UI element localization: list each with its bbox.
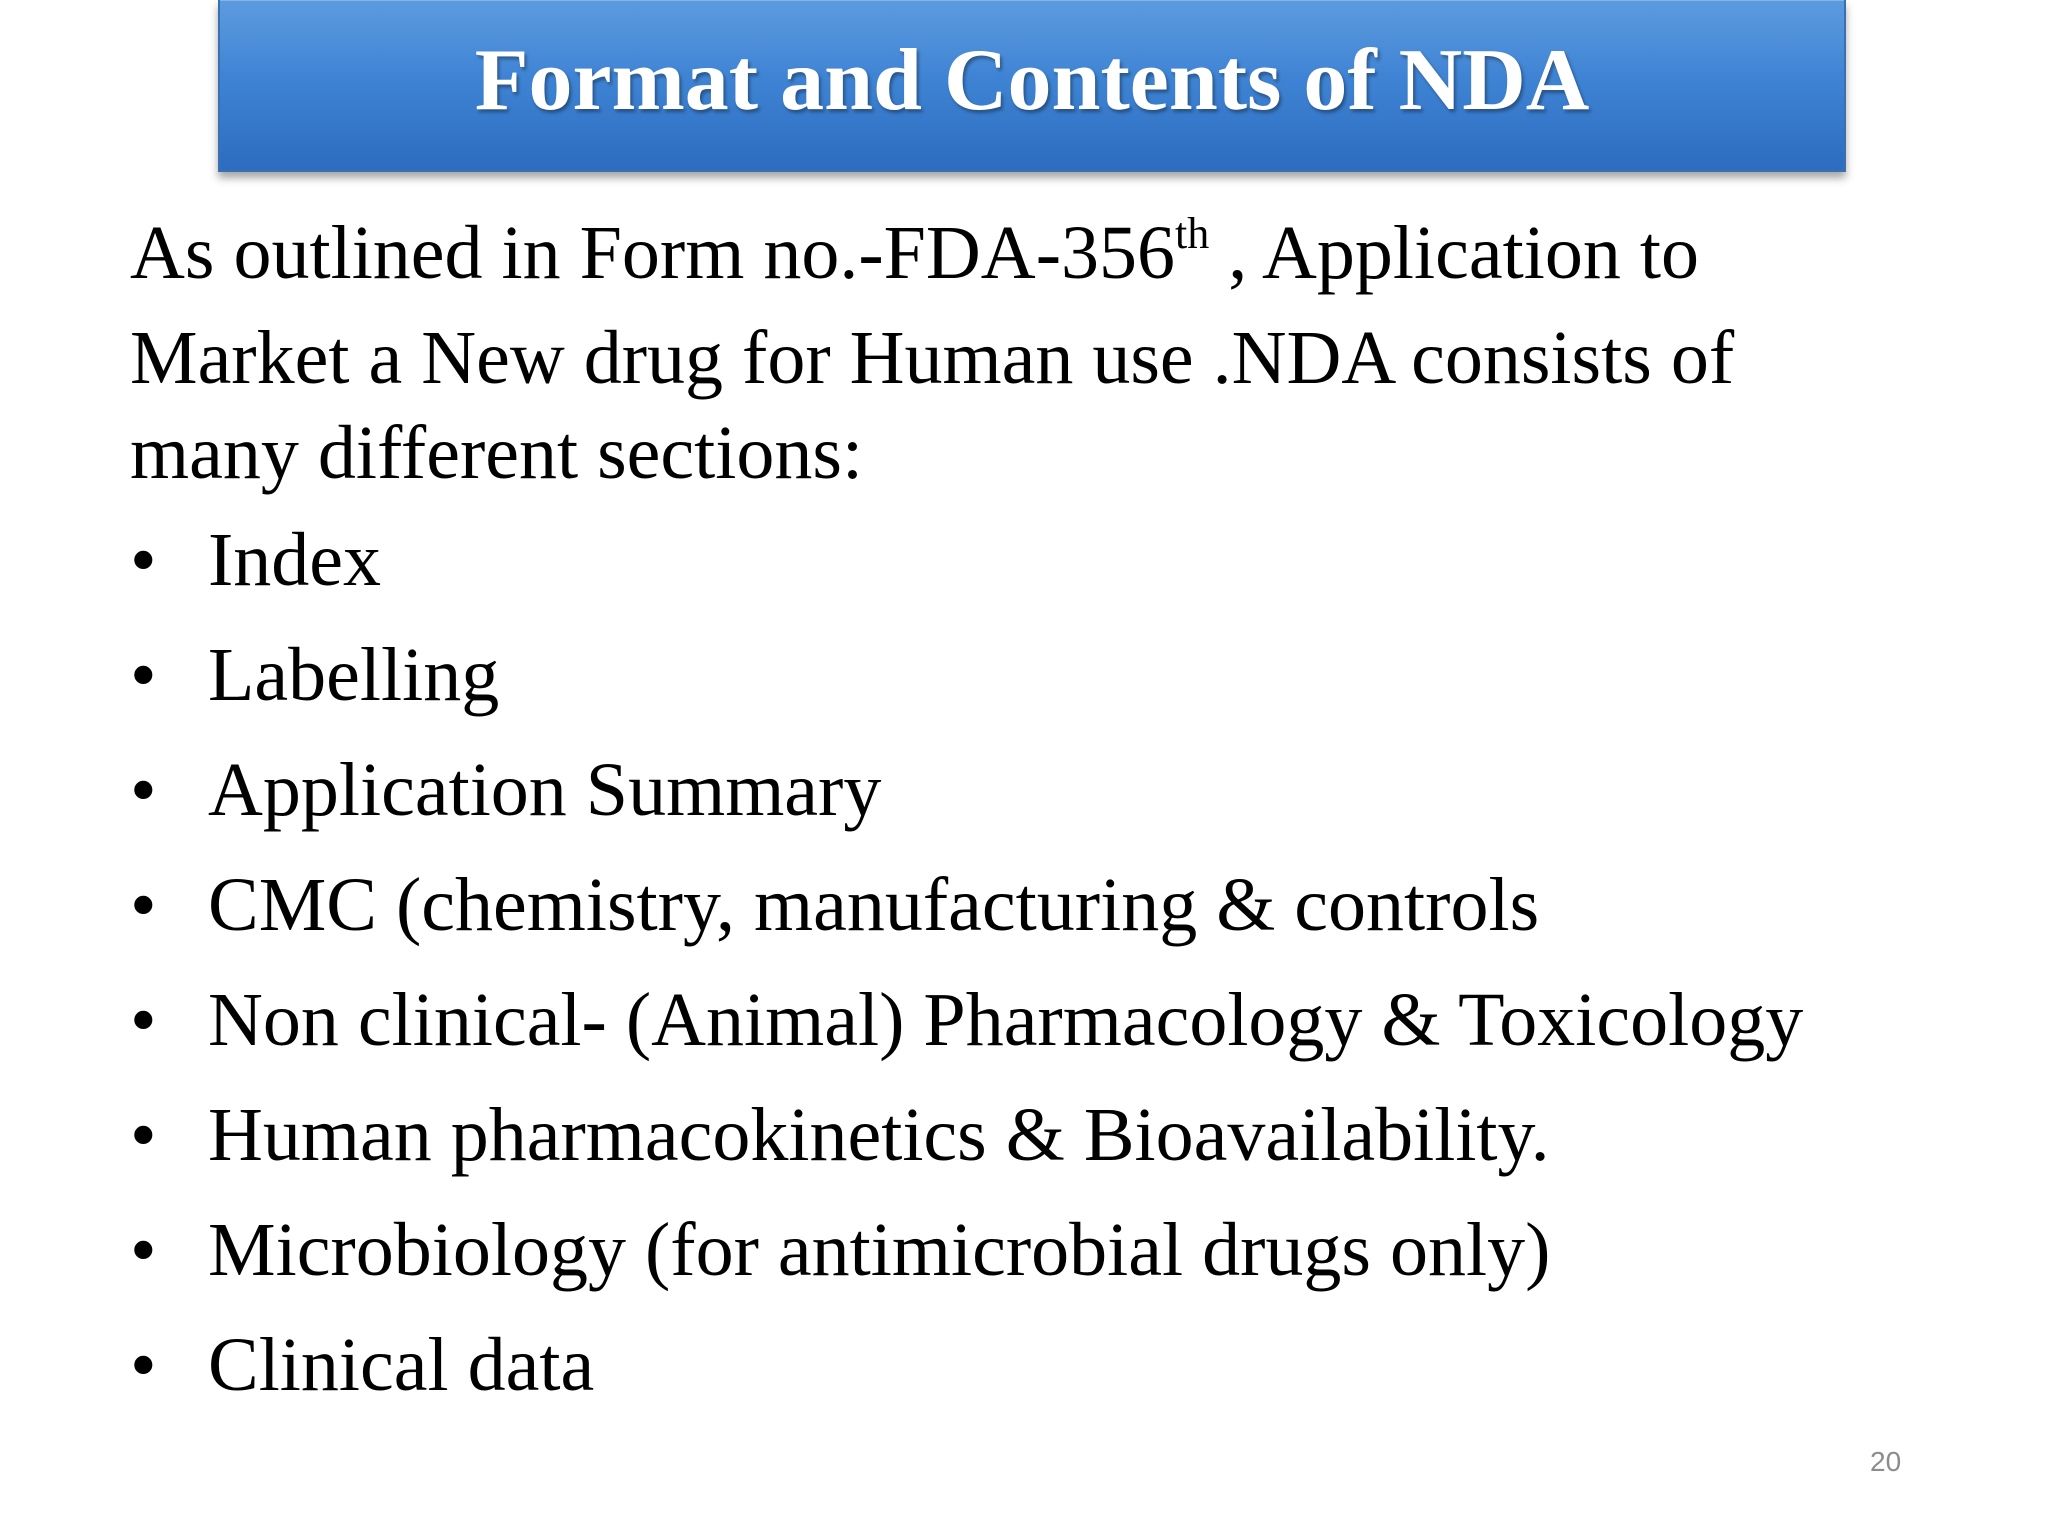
list-item <box>130 510 1803 625</box>
list-item-label: CMC (chemistry, manufacturing & controls <box>208 863 1540 947</box>
list-item <box>130 625 1803 740</box>
list-item-label: Non clinical- (Animal) Pharmacology & Toxicology <box>208 978 1804 1062</box>
list-item-label: Microbiology (for antimicrobial drugs only) <box>208 1208 1551 1292</box>
list-item-label: Human pharmacokinetics & Bioavailability. <box>208 1093 1550 1177</box>
list-item-label: Index <box>208 518 382 602</box>
bullet-icon: • <box>130 1208 157 1292</box>
intro-text-start: As outlined in Form no.-FDA-356 <box>130 211 1175 295</box>
bullet-icon: • <box>130 518 157 602</box>
list-item <box>130 970 1803 1085</box>
bullet-icon: • <box>130 1093 157 1177</box>
bullet-icon: • <box>130 978 157 1062</box>
list-item-label: Clinical data <box>208 1323 595 1407</box>
slide-title: Format and Contents of NDA <box>474 31 1590 129</box>
list-item <box>130 1085 1803 1200</box>
intro-text-end: , Application to Market a New drug for Human use .NDA consists of many different sections: <box>130 211 1735 495</box>
intro-paragraph <box>130 206 1890 501</box>
page-number: 20 <box>1870 1446 1902 1477</box>
bullet-icon: • <box>130 863 157 947</box>
list-item-label: Application Summary <box>208 748 882 832</box>
bullet-icon: • <box>130 633 157 717</box>
list-item <box>130 855 1803 970</box>
list-item-label: Labelling <box>208 633 500 717</box>
list-item <box>130 740 1803 855</box>
bullet-icon: • <box>130 748 157 832</box>
title-banner <box>218 0 1846 172</box>
intro-superscript: th <box>1175 209 1210 258</box>
bullet-icon: • <box>130 1323 157 1407</box>
list-item <box>130 1315 1803 1430</box>
list-item <box>130 1200 1803 1315</box>
section-list <box>130 510 1803 1430</box>
